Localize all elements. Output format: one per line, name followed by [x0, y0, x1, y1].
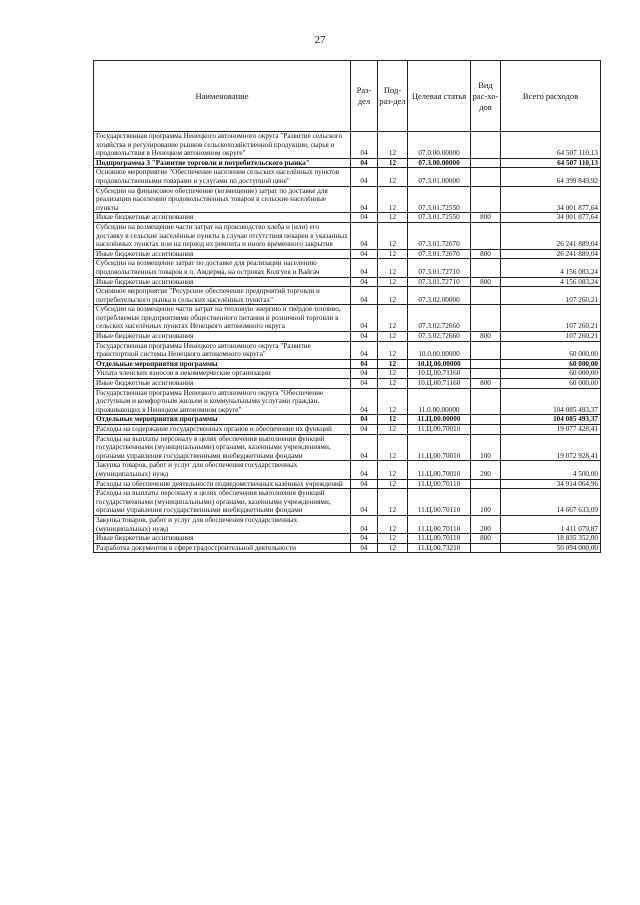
row-section-cell: 04	[351, 534, 378, 544]
row-total-cell: 18 835 352,00	[501, 534, 601, 544]
table-header-row	[94, 61, 601, 132]
row-name-cell: Государственная программа Ненецкого автономного округа "Развитие транспортной системы Ненецкого автономного округа"	[94, 341, 351, 359]
row-subsection-cell: 12	[378, 461, 408, 479]
row-type-cell: 100	[471, 489, 501, 516]
table-row	[94, 158, 601, 168]
row-subsection-cell: 12	[378, 259, 408, 277]
row-type-cell	[471, 359, 501, 369]
page-number: 27	[314, 34, 326, 46]
row-subsection-cell: 12	[378, 379, 408, 389]
row-type-cell: 800	[471, 277, 501, 287]
row-target-cell: 11.Ц.00.70010	[408, 461, 471, 479]
row-type-cell	[471, 305, 501, 332]
row-section-cell: 04	[351, 186, 378, 213]
row-name-cell: Субсидии на финансовое обеспечение (возмещение) затрат по доставке для реализации населению продовольственных товаров в сельские населённые пункты	[94, 186, 351, 213]
row-type-cell: 800	[471, 332, 501, 342]
row-subsection-cell: 12	[378, 158, 408, 168]
row-target-cell: 10.0.00.00000	[408, 341, 471, 359]
table-row	[94, 388, 601, 415]
row-subsection-cell: 12	[378, 341, 408, 359]
table-row	[94, 415, 601, 425]
row-section-cell: 04	[351, 222, 378, 249]
row-type-cell	[471, 168, 501, 186]
row-total-cell: 64 399 849,92	[501, 168, 601, 186]
table-row	[94, 543, 601, 553]
row-total-cell: 107 260,21	[501, 332, 601, 342]
table-row	[94, 341, 601, 359]
row-target-cell: 10.Ц.00.00000	[408, 359, 471, 369]
table-row	[94, 434, 601, 461]
row-target-cell: 11.Ц.00.70110	[408, 515, 471, 533]
row-total-cell: 4 156 083,24	[501, 277, 601, 287]
row-subsection-cell: 12	[378, 369, 408, 379]
row-type-cell	[471, 369, 501, 379]
table-row	[94, 379, 601, 389]
row-total-cell: 60 000,00	[501, 341, 601, 359]
row-section-cell: 04	[351, 249, 378, 259]
table-row	[94, 132, 601, 159]
row-name-cell: Закупка товаров, работ и услуг для обеспечения государственных (муниципальных) нужд	[94, 461, 351, 479]
row-subsection-cell: 12	[378, 332, 408, 342]
row-name-cell: Подпрограмма 3 "Развитие торговли и потребительского рынка"	[94, 158, 351, 168]
row-type-cell	[471, 388, 501, 415]
row-target-cell: 07.3.01.72710	[408, 259, 471, 277]
row-section-cell: 04	[351, 287, 378, 305]
row-target-cell: 10.Ц.00.71160	[408, 369, 471, 379]
row-name-cell: Иные бюджетные ассигнования	[94, 213, 351, 223]
row-target-cell: 07.3.01.72670	[408, 249, 471, 259]
row-total-cell: 104 085 493,37	[501, 388, 601, 415]
row-type-cell	[471, 543, 501, 553]
row-total-cell: 4 156 083,24	[501, 259, 601, 277]
row-type-cell	[471, 479, 501, 489]
row-section-cell: 04	[351, 369, 378, 379]
row-subsection-cell: 12	[378, 489, 408, 516]
row-name-cell: Закупка товаров, работ и услуг для обеспечения государственных (муниципальных) нужд	[94, 515, 351, 533]
row-name-cell: Разработка документов в сфере градостроительной деятельности	[94, 543, 351, 553]
table-row	[94, 425, 601, 435]
row-target-cell: 07.3.02.72660	[408, 305, 471, 332]
row-target-cell: 07.3.01.72670	[408, 222, 471, 249]
row-section-cell: 04	[351, 305, 378, 332]
row-section-cell: 04	[351, 379, 378, 389]
row-subsection-cell: 12	[378, 515, 408, 533]
table-row	[94, 332, 601, 342]
row-target-cell: 07.3.02.00000	[408, 287, 471, 305]
row-section-cell: 04	[351, 489, 378, 516]
row-total-cell: 60 000,00	[501, 369, 601, 379]
row-total-cell: 26 241 889,04	[501, 222, 601, 249]
row-name-cell: Уплата членских взносов в некоммерческие организации	[94, 369, 351, 379]
row-type-cell: 200	[471, 461, 501, 479]
table-row	[94, 277, 601, 287]
row-target-cell: 07.3.00.00000	[408, 158, 471, 168]
row-type-cell	[471, 186, 501, 213]
row-name-cell: Основное мероприятие "Обеспечение населения сельских населённых пунктов продовольственными товарами и услугами по доступной цене"	[94, 168, 351, 186]
row-subsection-cell: 12	[378, 249, 408, 259]
row-target-cell: 07.3.01.72710	[408, 277, 471, 287]
row-total-cell: 50 094 000,00	[501, 543, 601, 553]
row-type-cell	[471, 415, 501, 425]
row-name-cell: Иные бюджетные ассигнования	[94, 277, 351, 287]
row-name-cell: Основное мероприятие "Ресурсное обеспечение предприятий торговли и потребительского рынка в сельских населённых пунктах"	[94, 287, 351, 305]
table-row	[94, 249, 601, 259]
row-section-cell: 04	[351, 388, 378, 415]
row-name-cell: Иные бюджетные ассигнования	[94, 249, 351, 259]
row-target-cell: 11.Ц.00.70110	[408, 534, 471, 544]
row-subsection-cell: 12	[378, 534, 408, 544]
row-section-cell: 04	[351, 434, 378, 461]
row-target-cell: 07.3.01.00000	[408, 168, 471, 186]
row-total-cell: 64 507 110,13	[501, 132, 601, 159]
table-row	[94, 213, 601, 223]
table-row	[94, 369, 601, 379]
row-type-cell	[471, 158, 501, 168]
row-subsection-cell: 12	[378, 388, 408, 415]
row-subsection-cell: 12	[378, 287, 408, 305]
header-total: Всего расходов	[501, 61, 601, 132]
row-name-cell: Субсидии на возмещение части затрат на производство хлеба и (или) его доставку в сельские населённые пункты в случае отсутствия пекарен в указанных населённых пунктах или на период их ремонта и иного временного закрытия	[94, 222, 351, 249]
row-section-cell: 04	[351, 277, 378, 287]
row-target-cell: 11.Ц.00.70010	[408, 434, 471, 461]
row-subsection-cell: 12	[378, 213, 408, 223]
row-name-cell: Субсидии на возмещение части затрат на тепловую энергию и твёрдое топливо, потребляемые предприятиями общественного питания и розничной торговли в сельских населённых пунктах Ненецкого автономного округа	[94, 305, 351, 332]
row-subsection-cell: 12	[378, 425, 408, 435]
row-subsection-cell: 12	[378, 186, 408, 213]
row-section-cell: 04	[351, 341, 378, 359]
row-subsection-cell: 12	[378, 305, 408, 332]
row-name-cell: Расходы на выплаты персоналу в целях обеспечения выполнения функций государственными (муниципальными) органами, казенными учреждениями, органами управления государственными внебюджетными фондами	[94, 434, 351, 461]
row-type-cell	[471, 425, 501, 435]
row-target-cell: 07.3.02.72660	[408, 332, 471, 342]
row-target-cell: 07.3.01.72550	[408, 186, 471, 213]
row-type-cell: 800	[471, 534, 501, 544]
row-type-cell	[471, 222, 501, 249]
row-name-cell: Государственная программа Ненецкого автономного округа "Обеспечение доступным и комфортным жильем и коммунальными услугами граждан, проживающих в Ненецком автономном округе"	[94, 388, 351, 415]
row-total-cell: 34 001 877,64	[501, 213, 601, 223]
row-total-cell: 19 072 928,41	[501, 434, 601, 461]
header-section: Раз-дел	[351, 61, 378, 132]
header-type: Вид рас-хо-дов	[471, 61, 501, 132]
row-total-cell: 14 667 633,09	[501, 489, 601, 516]
row-type-cell	[471, 132, 501, 159]
row-name-cell: Отдельные мероприятия программы	[94, 415, 351, 425]
row-total-cell: 64 507 110,13	[501, 158, 601, 168]
table-row	[94, 259, 601, 277]
row-total-cell: 60 000,00	[501, 379, 601, 389]
table-row	[94, 479, 601, 489]
table-row	[94, 534, 601, 544]
row-target-cell: 11.Ц.00.00000	[408, 415, 471, 425]
row-type-cell: 800	[471, 213, 501, 223]
row-section-cell: 04	[351, 168, 378, 186]
row-name-cell: Расходы на выплаты персоналу в целях обеспечения выполнения функций государственными (муниципальными) органами, казенными учреждениями, органами управления государственными внебюджетными фондами	[94, 489, 351, 516]
row-total-cell: 34 914 064,96	[501, 479, 601, 489]
table-row	[94, 287, 601, 305]
row-type-cell: 800	[471, 379, 501, 389]
row-type-cell: 100	[471, 434, 501, 461]
budget-table	[93, 60, 601, 553]
row-name-cell: Иные бюджетные ассигнования	[94, 332, 351, 342]
row-section-cell: 04	[351, 461, 378, 479]
table-row	[94, 515, 601, 533]
row-name-cell: Государственная программа Ненецкого автономного округа "Развитие сельского хозяйства и регулирование рынков сельскохозяйственной продукции, сырья и продовольствия в Ненецком автономном округе"	[94, 132, 351, 159]
row-total-cell: 26 241 889,04	[501, 249, 601, 259]
row-subsection-cell: 12	[378, 168, 408, 186]
row-section-cell: 04	[351, 259, 378, 277]
row-name-cell: Расходы на обеспечение деятельности подведомственных казённых учреждений	[94, 479, 351, 489]
row-type-cell	[471, 287, 501, 305]
row-section-cell: 04	[351, 515, 378, 533]
row-total-cell: 34 001 877,64	[501, 186, 601, 213]
row-name-cell: Отдельные мероприятия программы	[94, 359, 351, 369]
row-section-cell: 04	[351, 425, 378, 435]
row-total-cell: 107 260,21	[501, 287, 601, 305]
row-section-cell: 04	[351, 332, 378, 342]
row-total-cell: 104 085 493,37	[501, 415, 601, 425]
row-target-cell: 07.3.01.72550	[408, 213, 471, 223]
row-section-cell: 04	[351, 158, 378, 168]
row-type-cell	[471, 341, 501, 359]
row-subsection-cell: 12	[378, 543, 408, 553]
row-section-cell: 04	[351, 132, 378, 159]
row-target-cell: 11.Ц.00.73210	[408, 543, 471, 553]
row-type-cell: 200	[471, 515, 501, 533]
table-row	[94, 168, 601, 186]
row-type-cell	[471, 259, 501, 277]
row-total-cell: 107 260,21	[501, 305, 601, 332]
row-name-cell: Иные бюджетные ассигнования	[94, 534, 351, 544]
table-row	[94, 461, 601, 479]
row-total-cell: 19 077 428,41	[501, 425, 601, 435]
header-subsection: Под-раз-дел	[378, 61, 408, 132]
row-target-cell: 11.0.00.00000	[408, 388, 471, 415]
row-name-cell: Иные бюджетные ассигнования	[94, 379, 351, 389]
row-section-cell: 04	[351, 415, 378, 425]
row-name-cell: Субсидии на возмещение затрат по доставке для реализации населению продовольственных товаров в п. Амдерма, на островах Колгуев и Вайгач	[94, 259, 351, 277]
table-row	[94, 359, 601, 369]
row-target-cell: 11.Ц.00.70010	[408, 425, 471, 435]
row-target-cell: 07.0.00.00000	[408, 132, 471, 159]
row-section-cell: 04	[351, 479, 378, 489]
row-subsection-cell: 12	[378, 479, 408, 489]
row-subsection-cell: 12	[378, 359, 408, 369]
row-section-cell: 04	[351, 543, 378, 553]
table-row	[94, 305, 601, 332]
row-subsection-cell: 12	[378, 222, 408, 249]
row-section-cell: 04	[351, 213, 378, 223]
row-name-cell: Расходы на содержание государственных органов и обеспечение их функций	[94, 425, 351, 435]
table-row	[94, 489, 601, 516]
row-total-cell: 1 411 079,87	[501, 515, 601, 533]
header-name: Наименование	[94, 61, 351, 132]
row-subsection-cell: 12	[378, 132, 408, 159]
header-target: Целевая статья	[408, 61, 471, 132]
table-row	[94, 222, 601, 249]
row-total-cell: 4 500,00	[501, 461, 601, 479]
row-subsection-cell: 12	[378, 434, 408, 461]
table-row	[94, 186, 601, 213]
row-subsection-cell: 12	[378, 415, 408, 425]
row-target-cell: 11.Ц.00.70110	[408, 489, 471, 516]
row-target-cell: 10.Ц.00.71160	[408, 379, 471, 389]
row-total-cell: 60 000,00	[501, 359, 601, 369]
row-section-cell: 04	[351, 359, 378, 369]
row-type-cell: 800	[471, 249, 501, 259]
row-target-cell: 11.Ц.00.70110	[408, 479, 471, 489]
row-subsection-cell: 12	[378, 277, 408, 287]
